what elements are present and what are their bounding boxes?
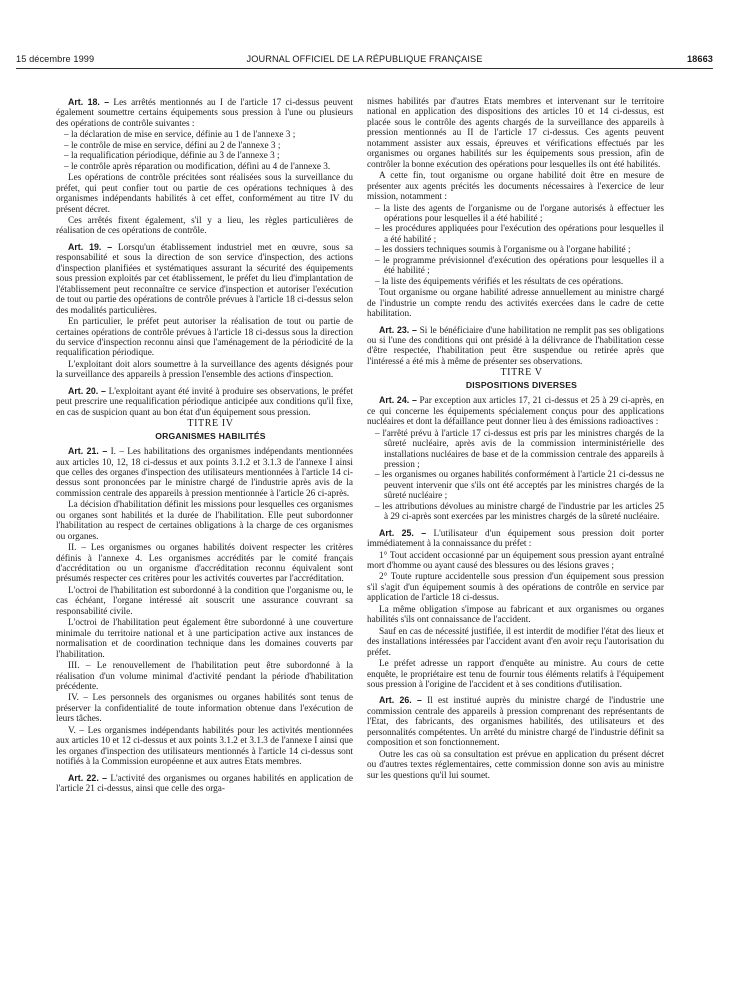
paragraph: II. – Les organismes ou organes habilités doivent respecter les critères définis à l'annexe 4. Les organismes accrédités par le comité français d'accréditation ou un organisme d'accréditation reconnu équivalent sont présumés respecter ces critères pour les activités couvertes par l'accréditation.: [56, 543, 353, 585]
article-text: L'utilisateur d'un équipement sous pression doit porter immédiatement à la connaissance du préfet :: [367, 528, 665, 550]
list-item: – la liste des agents de l'organisme ou de l'organe autorisés à effectuer les opérations pour lesquelles il a été habilité ;: [375, 203, 664, 224]
header-journal-title: JOURNAL OFFICIEL DE LA RÉPUBLIQUE FRANÇAISE: [246, 54, 483, 64]
article-text: L'activité des organismes ou organes habilités en application de l'article 21 ci-dessus, ainsi que celle des orga-: [56, 773, 353, 795]
article-20-intro: [56, 386, 353, 418]
list-item: – les organismes ou organes habilités conformément à l'article 21 ci-dessus ne peuvent intervenir que s'ils ont été acceptés par les ministres chargés de la sûreté nucléaire ;: [375, 470, 664, 502]
paragraph: Le préfet adresse un rapport d'enquête au ministre. Au cours de cette enquête, le propriétaire est tenu de fournir tous éléments relatifs à l'équipement sous pression à l'origine de l'accident et à ses conditions d'utilisation.: [367, 659, 664, 691]
article-label: Art. 24. –: [379, 395, 417, 406]
article-26-intro: [367, 695, 664, 748]
article-18-list: [56, 130, 353, 172]
article-text: Par exception aux articles 17, 21 ci-dessus et 25 à 29 ci-après, en ce qui concerne les équipements spécialement conçus pour des applications nucléaires et dont la défaillance peut donner lieu à des émissions radioactives :: [367, 396, 664, 428]
section-heading-titre-iv: TITRE IV: [187, 418, 234, 430]
header-date: 15 décembre 1999: [16, 54, 95, 64]
paragraph: III. – Le renouvellement de l'habilitation peut être subordonné à la réalisation d'un volume minimal d'activité pendant la période d'habilitation précédente.: [56, 661, 353, 693]
article-18-intro: [56, 97, 353, 129]
paragraph: Ces arrêtés fixent également, s'il y a lieu, les règles particulières de réalisation de ces opérations de contrôle.: [56, 215, 353, 237]
paragraph: La décision d'habilitation définit les missions pour lesquelles ces organismes ou organes sont habilités et la durée de l'habilitation. Elle peut subordonner l'habilitation au respect de certaines obligations à la charge de ces organismes ou organes.: [56, 500, 353, 542]
list-item: – les procédures appliquées pour l'exécution des opérations pour lesquelles il a été habilité ;: [375, 224, 664, 245]
article-text: Lorsqu'un établissement industriel met en œuvre, sous sa responsabilité et sous la direction de son service d'inspection, des actions d'inspection planifiées et systématiques assurant la sécurité des équipements sous pression exploités par cet établissement, le préfet du lieu d'implantation de l'établissement peut reconnaître ce service d'inspection et autoriser l'exécution de tout ou partie des opérations de contrôle prévues à l'article 18 ci-dessus selon des modalités particulières.: [56, 242, 354, 316]
article-label: Art. 18. –: [68, 97, 110, 107]
paragraph: L'exploitant doit alors soumettre à la surveillance des agents désignés pour la surveillance des appareils à pression l'ensemble des actions d'inspection.: [56, 359, 353, 381]
article-23-intro: [367, 325, 664, 368]
header-page-number: 18663: [686, 54, 713, 64]
paragraph: Les opérations de contrôle précitées sont réalisées sous la surveillance du préfet, qui peut confier tout ou partie de ces opérations techniques à des organismes indépendants habilités à cet effet, conformément au titre IV du présent décret.: [56, 173, 353, 215]
article-label: Art. 22. –: [68, 772, 108, 783]
article-label: Art. 20. –: [68, 385, 106, 396]
section-heading-titre-v: TITRE V: [500, 367, 543, 379]
article-text: Si le bénéficiaire d'une habilitation ne remplit pas ses obligations ou si l'une des conditions qui ont présidé à la délivrance de l'habilitation cesse d'être respectée, l'habilitation peut être suspendue ou retirée après que l'intéressé a été mis à même de présenter ses observations.: [367, 325, 664, 367]
paragraph: IV. – Les personnels des organismes ou organes habilités sont tenus de préserver la confidentialité de toute information obtenue dans l'exécution de leurs tâches.: [56, 693, 353, 725]
article-22-intro: [56, 773, 353, 795]
list-item: – l'arrêté prévu à l'article 17 ci-dessus est pris par les ministres chargés de la sûreté nucléaire, après avis de la commission interministérielle des installations nucléaires de base et de la commission centrale des appareils à pression ;: [375, 428, 664, 470]
section-subtitle: ORGANISMES HABILITÉS: [155, 430, 266, 441]
header-rule: [16, 68, 713, 69]
right-column: [367, 97, 664, 782]
left-column: [56, 97, 353, 796]
list-item: – le programme prévisionnel d'exécution des opérations pour lesquelles il a été habilité ;: [375, 255, 664, 277]
paragraph: V. – Les organismes indépendants habilités pour les activités mentionnées aux articles 10 et 12 ci-dessus et aux points 3.1.2 et 3.1.3 de l'annexe I ainsi que les organes d'inspection des utilisateurs mentionnés à l'article 14 ci-dessus sont notifiés à la Commission européenne et aux autres Etats membres.: [56, 725, 353, 768]
paragraph: nismes habilités par d'autres Etats membres et intervenant sur le territoire national en application des dispositions des articles 10 et 14 ci-dessus, est placée sous le contrôle des agents chargés de la surveillance des appareils à pression mentionnés au II de l'article 17 ci-dessus. Ces agents peuvent notamment assister aux essais, épreuves et vérifications effectués par les organismes ou organes habilités sur les équipements sous pression, afin de contrôler la bonne exécution des opérations pour lesquelles ils ont été habilités.: [367, 97, 664, 170]
list-item: – la requalification périodique, définie au 3 de l'annexe 3 ;: [64, 151, 280, 162]
paragraph: L'octroi de l'habilitation est subordonné à la condition que l'organisme ou, le cas échéant, l'organe intéressé ait souscrit une assurance couvrant sa responsabilité civile.: [56, 585, 353, 617]
paragraph: Sauf en cas de nécessité justifiée, il est interdit de modifier l'état des lieux et des installations intéressées par l'accident avant d'en avoir reçu l'autorisation du préfet.: [367, 626, 664, 658]
paragraph: La même obligation s'impose au fabricant et aux organismes ou organes habilités s'ils ont connaissance de l'accident.: [367, 604, 664, 626]
paragraph: 2° Toute rupture accidentelle sous pression d'un équipement sous pression s'il s'agit d'un équipement soumis à des opérations de contrôle en service par application de l'article 18 ci-dessus.: [367, 572, 664, 604]
section-subtitle: DISPOSITIONS DIVERSES: [465, 379, 578, 390]
article-21-intro: [56, 446, 353, 499]
list-item: – les attributions dévolues au ministre chargé de l'industrie par les articles 25 à 29 ci-après sont exercées par les ministres chargés de la sûreté nucléaire.: [375, 501, 664, 523]
article-text: Il est institué auprès du ministre chargé de l'industrie une commission centrale des appareils à pression comprenant des représentants de l'Etat, des fabricants, des organismes habilités, des utilisateurs et des personnalités compétentes. Un arrêté du ministre chargé de l'industrie définit sa composition et son fonctionnement.: [367, 696, 664, 749]
article-label: Art. 23. –: [379, 324, 417, 335]
article-label: Art. 25. –: [379, 527, 427, 538]
list-item: – le contrôle après réparation ou modification, défini au 4 de l'annexe 3.: [64, 161, 331, 172]
article-text: Les arrêtés mentionnés au I de l'article 17 ci-dessus peuvent également soumettre certains équipements sous pression à l'une ou plusieurs des opérations de contrôle suivantes :: [56, 98, 353, 129]
article-25-intro: [367, 528, 664, 550]
paragraph: Outre les cas où sa consultation est prévue en application du présent décret ou d'autres textes réglementaires, cette commission donne son avis au ministre sur les questions qu'il lui soumet.: [367, 749, 664, 781]
article-label: Art. 21. –: [68, 446, 108, 457]
list-item: – la liste des équipements vérifiés et les résultats de ces opérations.: [375, 276, 624, 287]
article-label: Art. 19. –: [68, 241, 113, 252]
paragraph: A cette fin, tout organisme ou organe habilité doit être en mesure de présenter aux agents précités les documents nécessaires à l'exercice de leur mission, notamment :: [367, 171, 664, 203]
article-19-intro: [56, 242, 353, 316]
article-text: I. – Les habilitations des organismes indépendants mentionnées aux articles 10, 12, 18 ci-dessus et aux points 3.1.2 et 3.1.3 de l'annexe I ainsi que celles des organes d'inspection des utilisateurs mentionnées à l'article 14 ci-dessus sont prononcées par le ministre chargé de l'industrie après avis de la commission centrale des appareils à pression mentionnée à l'article 26 ci-après.: [56, 447, 353, 499]
paragraph: 1° Tout accident occasionné par un équipement sous pression ayant entraîné mort d'homme ou ayant causé des blessures ou des lésions graves ;: [367, 550, 664, 572]
article-24-intro: [367, 395, 664, 427]
list-item: – les dossiers techniques soumis à l'organisme ou à l'organe habilité ;: [375, 245, 631, 256]
paragraph: L'octroi de l'habilitation peut également être subordonné à une couverture minimale du territoire national et à une participation active aux instances de normalisation et de coordination technique dans les domaines couverts par l'habilitation.: [56, 618, 353, 660]
article-24-list: [367, 429, 664, 523]
article-22-list: [367, 204, 664, 288]
article-text: L'exploitant ayant été invité à produire ses observations, le préfet peut prescrire une requalification périodique anticipée aux conditions qu'il fixe, en cas de suspicion quant au bon état d'un équipement sous pression.: [56, 386, 353, 418]
list-item: – le contrôle de mise en service, défini au 2 de l'annexe 3 ;: [64, 140, 281, 151]
list-item: – la déclaration de mise en service, définie au 1 de l'annexe 3 ;: [64, 130, 296, 141]
paragraph: En particulier, le préfet peut autoriser la réalisation de tout ou partie de certaines opérations de contrôle prévues à l'article 18 ci-dessus sous la direction du service d'inspection reconnu ainsi que l'aménagement de la périodicité de la requalification périodique.: [56, 317, 353, 359]
paragraph: Tout organisme ou organe habilité adresse annuellement au ministre chargé de l'industrie un compte rendu des activités exercées dans le cadre de cette habilitation.: [367, 288, 664, 320]
article-label: Art. 26. –: [379, 695, 422, 706]
